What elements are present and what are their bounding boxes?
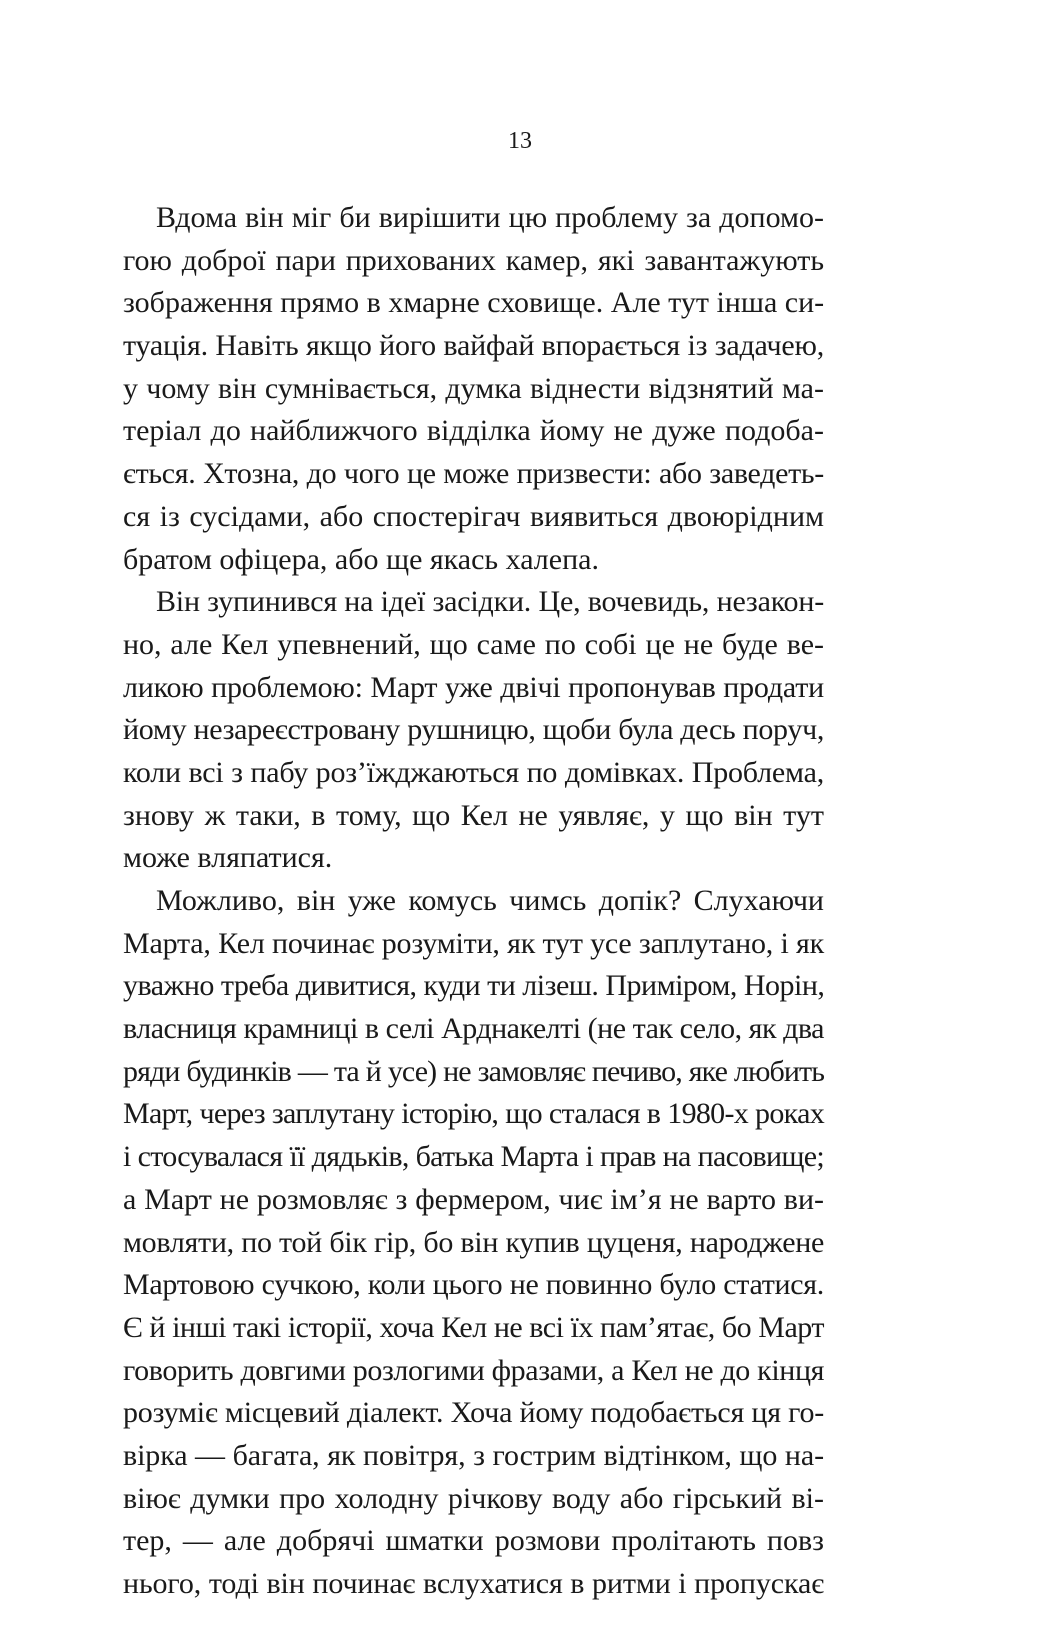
paragraph-1: [123, 197, 824, 581]
page-number: 13: [508, 128, 532, 154]
text-line: вірка — багата, як повітря, з гострим відтінком, що на-: [123, 1438, 824, 1472]
text-line: і стосувалася її дядьків, батька Марта і прав на пасовище;: [123, 1140, 824, 1174]
text-line: може вляпатися.: [123, 841, 333, 875]
text-line: тер, — але добрячі шматки розмови пролітають повз: [123, 1524, 824, 1558]
text-line: туація. Навіть якщо його вайфай впорається із задачею,: [123, 329, 824, 363]
text-line: Март, через заплутану історію, що сталася в 1980-х роках: [123, 1097, 824, 1131]
text-line: мовляти, по той бік гір, бо він купив цуценя, народжене: [123, 1225, 824, 1259]
text-line: но, але Кел упевнений, що саме по собі це не буде ве-: [123, 627, 824, 661]
text-line: гою доброї пари прихованих камер, які завантажують: [123, 243, 824, 277]
text-line: теріал до найближчого відділка йому не дуже подоба-: [123, 414, 824, 448]
text-line: ликою проблемою: Март уже двічі пропонував продати: [123, 670, 824, 704]
paragraph-2: [123, 581, 824, 880]
text-line: ряди будинків — та й усе) не замовляє печиво, яке любить: [123, 1054, 824, 1088]
paragraph-3: [123, 880, 824, 1606]
text-line: говорить довгими розлогими фразами, а Кел не до кінця: [123, 1353, 824, 1387]
text-line: розуміє місцевий діалект. Хоча йому подобається ця го-: [123, 1396, 825, 1430]
text-line: ся із сусідами, або спостерігач виявиться двоюрідним: [123, 499, 824, 533]
text-line: Вдома він міг би вирішити цю проблему за допомо-: [156, 201, 824, 234]
text-line: власниця крамниці в селі Арднакелті (не так село, як два: [123, 1012, 824, 1046]
text-line: Він зупинився на ідеї засідки. Це, вочевидь, незакон-: [156, 585, 824, 619]
text-line: у чому він сумнівається, думка віднести відзнятий ма-: [123, 371, 824, 405]
text-line: зображення прямо в хмарне сховище. Але тут інша си-: [123, 286, 825, 320]
text-line: братом офіцера, або ще якась халепа.: [123, 542, 599, 576]
text-line: Мартовою сучкою, коли цього не повинно було статися.: [123, 1268, 824, 1302]
text-line: Є й інші такі історії, хоча Кел не всі їх пам’ятає, бо Март: [123, 1310, 824, 1344]
text-line: знову ж таки, в тому, що Кел не уявляє, у що він тут: [123, 798, 824, 832]
text-line: віює думки про холодну річкову воду або гірський ві-: [123, 1481, 824, 1515]
text-line: Можливо, він уже комусь чимсь допік? Слухаючи: [156, 884, 824, 917]
text-line: нього, тоді він починає вслухатися в ритми і пропускає: [123, 1567, 824, 1600]
text-line: ється. Хтозна, до чого це може призвести: або заведеть-: [123, 457, 824, 491]
body-text: [123, 197, 824, 1606]
text-line: йому незареєстровану рушницю, щоби була десь поруч,: [123, 713, 825, 747]
text-line: Марта, Кел починає розуміти, як тут усе заплутано, і як: [123, 926, 824, 960]
text-line: уважно треба дивитися, куди ти лізеш. Приміром, Норін,: [123, 969, 825, 1003]
text-line: а Март не розмовляє з фермером, чиє ім’я не варто ви-: [123, 1182, 824, 1216]
text-line: коли всі з пабу роз’їжджаються по домівках. Проблема,: [123, 755, 824, 789]
